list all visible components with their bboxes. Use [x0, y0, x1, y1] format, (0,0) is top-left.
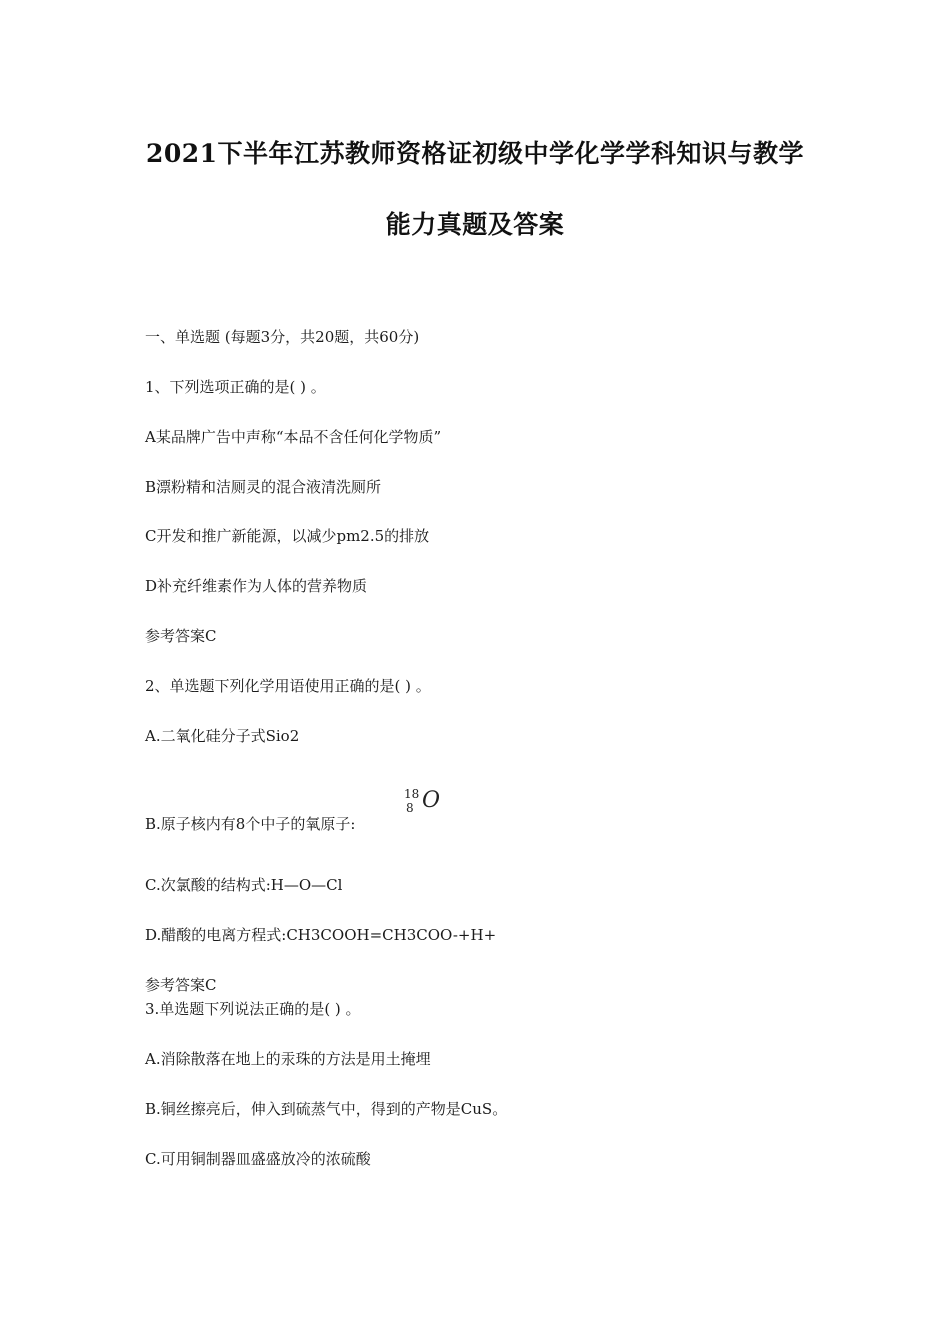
document-title-line-2: 能力真题及答案	[385, 210, 565, 239]
question-3-option-a: A.消除散落在地上的汞珠的方法是用土掩埋	[145, 1050, 431, 1068]
section-heading: 一、单选题 (每题3分，共20题，共60分)	[145, 328, 420, 346]
question-1-option-d: D补充纤维素作为人体的营养物质	[145, 577, 368, 595]
document-title-line-1: 2021下半年江苏教师资格证初级中学化学学科知识与教学	[145, 139, 805, 168]
question-2-option-a: A.二氧化硅分子式Sio2	[145, 727, 300, 745]
question-1-stem: 1、下列选项正确的是( ) 。	[145, 378, 326, 396]
question-3-option-b: B.铜丝擦亮后，伸入到硫蒸气中，得到的产物是CuS。	[145, 1100, 508, 1118]
question-1-option-a: A某品牌广告中声称“本品不含任何化学物质”	[145, 428, 442, 446]
question-1-answer: 参考答案C	[145, 627, 217, 645]
oxygen-isotope-notation	[404, 788, 444, 822]
isotope-mass-number: 18	[404, 787, 420, 801]
question-2-option-c: C.次氯酸的结构式:H—O—Cl	[145, 876, 343, 894]
question-3-stem: 3.单选题下列说法正确的是( ) 。	[145, 1000, 361, 1018]
question-3-option-c: C.可用铜制器皿盛盛放冷的浓硫酸	[145, 1150, 371, 1168]
question-2-stem: 2、单选题下列化学用语使用正确的是( ) 。	[145, 677, 431, 695]
question-2-option-d: D.醋酸的电离方程式:CH3COOH=CH3COO-+H+	[145, 926, 497, 944]
isotope-atomic-number: 8	[406, 801, 414, 815]
question-1-option-b: B漂粉精和洁厕灵的混合液清洗厕所	[145, 478, 382, 496]
question-1-option-c: C开发和推广新能源，以减少pm2.5的排放	[145, 527, 430, 545]
isotope-element-symbol: O	[422, 788, 441, 813]
question-2-option-b: B.原子核内有8个中子的氧原子:	[145, 815, 356, 833]
question-2-answer: 参考答案C	[145, 976, 217, 994]
